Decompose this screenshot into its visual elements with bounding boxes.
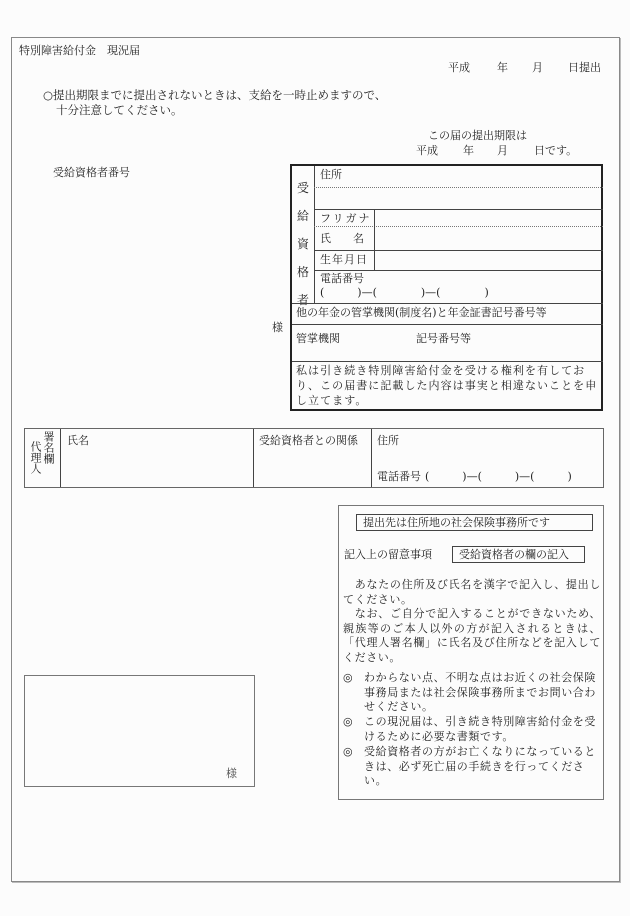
double-circle-icon: ◎ [343, 715, 353, 728]
notes-bullet: ◎ 受給資格者の方がお亡くなりになっているときは、必ず死亡届の手続きを行ってください。 [343, 745, 596, 788]
double-circle-icon: ◎ [343, 745, 353, 758]
proxy-relation-field[interactable] [255, 449, 369, 485]
deadline-era: 平成 [416, 144, 438, 157]
notes-bullet: ◎ この現況届は、引き続き特別障害給付金を受けるために必要な書類です。 [343, 715, 596, 743]
submit-era: 平成 [448, 61, 470, 74]
phone-field[interactable]: ( )—( )—( ) [320, 286, 489, 299]
notes-paragraph-2: なお、ご自分で記入することができないため、親族等のご本人以外の方が記入されるときは、「代理人署名欄」に氏名及び住所などを記入してください。 [343, 607, 601, 664]
deadline-day-label: 日です。 [534, 144, 578, 157]
address-label: 住所 [320, 168, 342, 181]
notes-paragraph-1: あなたの住所及び氏名を漢字で記入し、提出してください。 [343, 578, 601, 606]
deadline-year-label: 年 [463, 144, 474, 157]
notes-section-title: 受給資格者の欄の記入 [452, 546, 585, 563]
submit-year-label: 年 [497, 61, 508, 74]
proxy-name-field[interactable] [63, 449, 251, 485]
proxy-side-label-col1: 代理人 [29, 441, 42, 474]
divider [292, 303, 603, 304]
proxy-name-label: 氏名 [67, 434, 89, 447]
proxy-relation-label: 受給資格者との関係 [259, 434, 358, 447]
proxy-signature-table [24, 428, 604, 488]
name-field[interactable] [376, 227, 601, 249]
divider [292, 324, 603, 325]
submit-to-notice: 提出先は住所地の社会保険事務所です [356, 514, 593, 531]
divider [374, 209, 375, 271]
birthdate-field[interactable] [376, 251, 601, 270]
divider [371, 429, 372, 487]
notes-box [338, 505, 604, 800]
mailing-address-box[interactable] [24, 675, 255, 787]
proxy-phone-label: 電話番号 [377, 470, 421, 483]
address-field[interactable] [316, 188, 601, 208]
name-label: 氏 名 [320, 232, 364, 245]
agency-label: 管掌機関 [296, 332, 340, 345]
notes-label: 記入上の留意事項 [344, 548, 432, 561]
applicant-side-label: 受 給 資 格 者 [296, 181, 309, 307]
birthdate-label: 生年月日 [320, 253, 368, 266]
double-circle-icon: ◎ [343, 671, 353, 684]
submit-month-label: 月 [532, 61, 543, 74]
proxy-phone-field[interactable]: ( )—( )—( ) [425, 470, 572, 483]
divider [253, 429, 254, 487]
proxy-address-field[interactable] [373, 449, 601, 463]
code-label: 記号番号等 [416, 332, 471, 345]
applicant-info-box [290, 164, 603, 411]
warning-line-2: 十分注意してください。 [56, 103, 183, 117]
declaration-text: 私は引き続き特別障害給付金を受ける権利を有しており、この届書に記載した内容は事実と相違ないことを申し立てます。 [296, 364, 598, 407]
divider [292, 361, 603, 362]
deadline-month-label: 月 [497, 144, 508, 157]
other-pension-header: 他の年金の管掌機関(制度名)と年金証書記号番号等 [296, 306, 547, 319]
warning-line-1: ○提出期限までに提出されないときは、支給を一時止めますので、 [43, 88, 387, 102]
mailing-sama-label: 様 [226, 767, 237, 780]
deadline-label: この届の提出期限は [428, 129, 527, 142]
proxy-address-label: 住所 [377, 434, 399, 447]
form-title: 特別障害給付金 現況届 [19, 44, 140, 57]
recipient-number-label: 受給資格者番号 [53, 166, 130, 179]
furigana-label: フリガナ [320, 212, 372, 225]
phone-label: 電話番号 [320, 272, 364, 285]
sama-label: 様 [272, 321, 283, 334]
divider [314, 270, 603, 271]
furigana-field[interactable] [376, 210, 601, 226]
notes-bullet: ◎ わからない点、不明な点はお近くの社会保険事務局または社会保険事務所までお問い合わせください。 [343, 671, 596, 714]
proxy-side-label-col2: 署名欄 [42, 431, 55, 464]
divider [60, 429, 61, 487]
submit-day-label: 日提出 [568, 61, 601, 74]
other-pension-field[interactable] [294, 346, 601, 360]
